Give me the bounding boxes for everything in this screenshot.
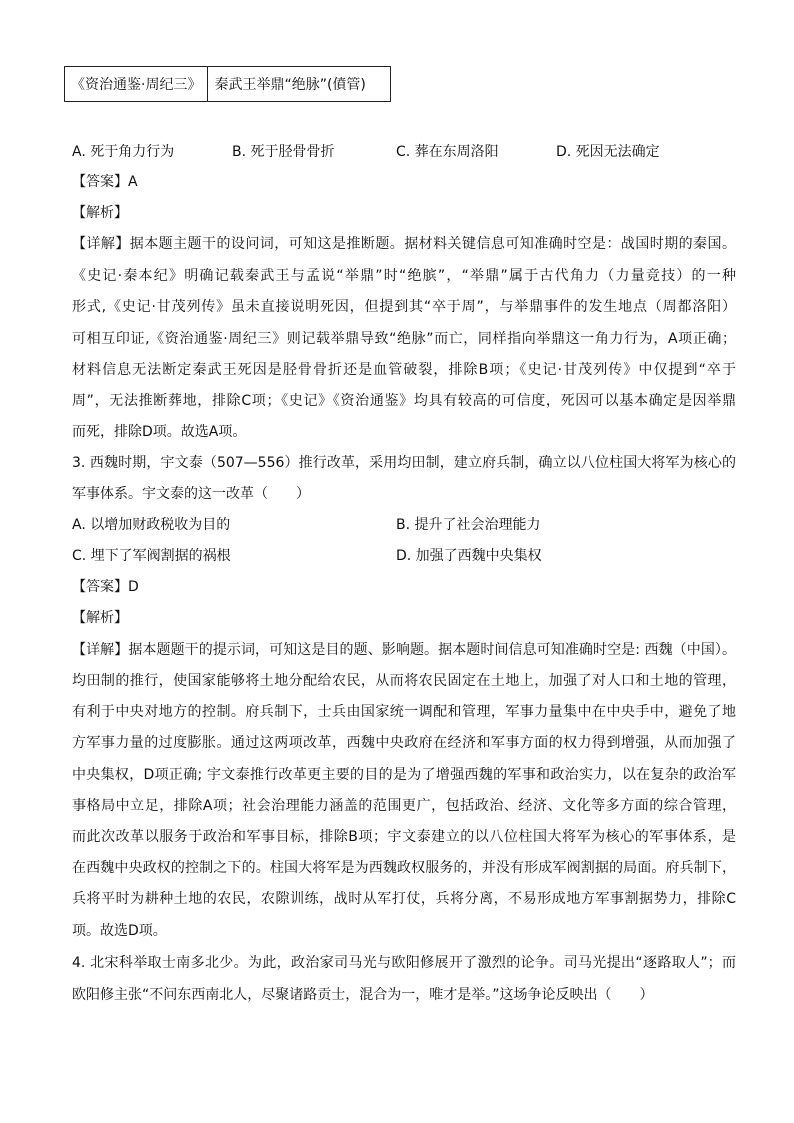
q3-detail-line: 中央集权，D项正确; 宇文泰推行改革更主要的目的是为了增强西魏的军事和政治实力，以在复杂的政治军: [72, 767, 736, 783]
q3-detail-line: 项。故选D项。: [72, 923, 167, 939]
q3-detail-line: 方军事力量的过度膨胀。通过这两项改革，西魏中央政府在经济和军事方面的权力得到增强，从而加强了: [72, 735, 736, 751]
q3-detail-line: 在西魏中央政权的控制之下的。柱国大将军是为西魏政权服务的，并没有形成军阀割据的局面。府兵制下，: [72, 860, 736, 876]
q2-detail-line: 材料信息无法断定秦武王死因是胫骨骨折还是血管破裂，排除B项；《史记·甘茂列传》中仅提到“卒于: [72, 362, 736, 378]
q2-option-d: D. 死因无法确定: [556, 144, 660, 160]
source-cell-title: 《资治通鉴·周纪三》: [65, 67, 208, 102]
q3-answer: 【答案】D: [72, 579, 139, 595]
q2-detail-line: 《史记·秦本纪》明确记载秦武王与孟说“举鼎”时“绝膑”，“举鼎”属于古代角力（力量竞技）的一种: [72, 268, 736, 284]
table-row: [65, 67, 391, 102]
q3-stem-line: 军事体系。宇文泰的这一改革（ ）: [72, 486, 310, 502]
q3-detail-line: 兵将平时为耕种土地的农民，农隙训练，战时从军打仗，兵将分离，不易形成地方军事割据势力，排除C: [72, 891, 736, 907]
q3-detail-line: 均田制的推行，使国家能够将土地分配给农民，从而将农民固定在土地上，加强了对人口和土地的管理，: [72, 673, 736, 689]
q2-detail-line: 周”，无法推断葬地，排除C项；《史记》《资治通鉴》均具有较高的可信度，死因可以基本确定是因举鼎: [72, 393, 736, 409]
q3-option-d: D. 加强了西魏中央集权: [396, 548, 542, 564]
q2-detail-line: 可相互印证,《资治通鉴·周纪三》则记载举鼎导致“绝脉”而亡，同样指向举鼎这一角力行为，A项正确；: [72, 331, 736, 347]
q2-detail-line: 【详解】据本题主题干的设问词，可知这是推断题。据材料关键信息可知准确时空是：战国时期的秦国。: [72, 236, 736, 252]
q3-analysis-label: 【解析】: [72, 610, 128, 626]
q4-stem-line: 4. 北宋科举取士南多北少。为此，政治家司马光与欧阳修展开了激烈的论争。司马光提出“逐路取人”；而: [72, 955, 736, 971]
q2-answer: 【答案】A: [72, 174, 138, 190]
q2-detail-line: 形式,《史记·甘茂列传》虽未直接说明死因，但提到其“卒于周”，与举鼎事件的发生地点（周都洛阳）: [72, 299, 736, 315]
source-table: [64, 66, 391, 102]
q3-detail-line: 有利于中央对地方的控制。府兵制下，士兵由国家统一调配和管理，军事力量集中在中央手中，避免了地: [72, 704, 736, 720]
q2-analysis-label: 【解析】: [72, 205, 128, 221]
q3-stem-line: 3. 西魏时期，宇文泰（507—556）推行改革，采用均田制，建立府兵制，确立以八位柱国大将军为核心的: [72, 455, 736, 471]
q3-option-c: C. 埋下了军阀割据的祸根: [72, 548, 231, 564]
q4-stem-line: 欧阳修主张“不问东西南北人，尽聚诸路贡士，混合为一，唯才是举。”这场争论反映出（ ）: [72, 987, 654, 1003]
q3-option-b: B. 提升了社会治理能力: [396, 517, 541, 533]
q3-detail-line: 【详解】据本题题干的提示词，可知这是目的题、影响题。据本题时间信息可知准确时空是: 西魏（中国）。: [72, 642, 736, 658]
q2-option-c: C. 葬在东周洛阳: [396, 144, 499, 160]
q3-option-a: A. 以增加财政税收为目的: [72, 517, 231, 533]
q3-detail-line: 事格局中立足，排除A项；社会治理能力涵盖的范围更广，包括政治、经济、文化等多方面的综合管理，: [72, 798, 736, 814]
q3-detail-line: 而此次改革以服务于政治和军事目标，排除B项；宇文泰建立的以八位柱国大将军为核心的军事体系，是: [72, 829, 736, 845]
source-cell-content: 秦武王举鼎“绝脉”(僨管): [208, 67, 391, 102]
q2-option-b: B. 死于胫骨骨折: [232, 144, 335, 160]
q2-option-a: A. 死于角力行为: [72, 144, 175, 160]
q2-detail-line: 而死，排除D项。故选A项。: [72, 424, 247, 440]
